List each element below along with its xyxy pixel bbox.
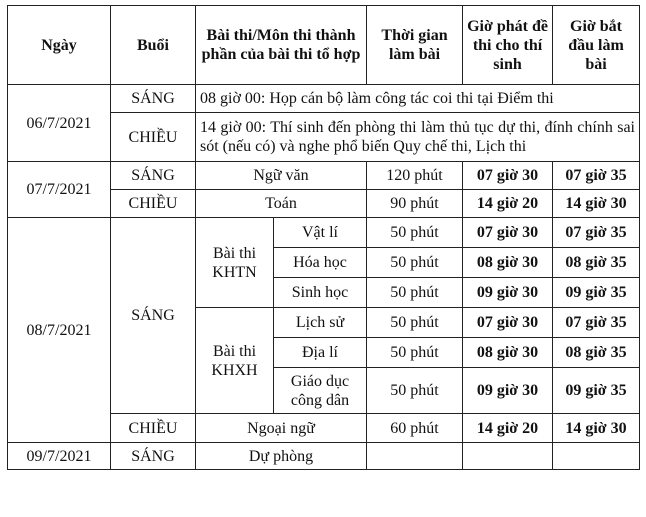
- header-duration: Thời gian làm bài: [367, 6, 463, 85]
- start-time-cell: 09 giờ 35: [553, 368, 640, 414]
- start-time-cell: 08 giờ 35: [553, 338, 640, 368]
- session-cell: SÁNG: [111, 162, 196, 190]
- start-time-cell: 07 giờ 35: [553, 162, 640, 190]
- duration-cell: 50 phút: [367, 218, 463, 248]
- subject-cell: Vật lí: [274, 218, 367, 248]
- hand-out-time-cell: 09 giờ 30: [463, 368, 553, 414]
- date-cell: 09/7/2021: [8, 443, 111, 470]
- session-cell: SÁNG: [111, 218, 196, 414]
- subject-cell: Địa lí: [274, 338, 367, 368]
- header-subject: Bài thi/Môn thi thành phần của bài thi tổ hợp: [196, 6, 367, 85]
- header-row: [8, 6, 640, 85]
- table-row: [8, 85, 640, 113]
- session-cell: CHIỀU: [111, 113, 196, 162]
- hand-out-time-cell: [463, 443, 553, 470]
- header-day: Ngày: [8, 6, 111, 85]
- hand-out-time-cell: 07 giờ 30: [463, 162, 553, 190]
- session-cell: CHIỀU: [111, 414, 196, 443]
- duration-cell: [367, 443, 463, 470]
- hand-out-time-cell: 14 giờ 20: [463, 414, 553, 443]
- session-cell: SÁNG: [111, 85, 196, 113]
- subject-cell: Sinh học: [274, 278, 367, 308]
- schedule-note: 08 giờ 00: Họp cán bộ làm công tác coi thi tại Điểm thi: [196, 85, 640, 113]
- session-cell: CHIỀU: [111, 190, 196, 218]
- hand-out-time-cell: 14 giờ 20: [463, 190, 553, 218]
- subject-cell: Giáo dục công dân: [274, 368, 367, 414]
- duration-cell: 120 phút: [367, 162, 463, 190]
- exam-schedule-container: [7, 5, 640, 470]
- duration-cell: 90 phút: [367, 190, 463, 218]
- hand-out-time-cell: 09 giờ 30: [463, 278, 553, 308]
- subject-cell: Toán: [196, 190, 367, 218]
- table-row: [8, 443, 640, 470]
- subject-cell: Dự phòng: [196, 443, 367, 470]
- date-cell: 07/7/2021: [8, 162, 111, 218]
- group-label-khtn: Bài thi KHTN: [196, 218, 274, 308]
- hand-out-time-cell: 08 giờ 30: [463, 248, 553, 278]
- duration-cell: 50 phút: [367, 368, 463, 414]
- subject-cell: Hóa học: [274, 248, 367, 278]
- subject-cell: Ngoại ngữ: [196, 414, 367, 443]
- hand-out-time-cell: 08 giờ 30: [463, 338, 553, 368]
- start-time-cell: 07 giờ 35: [553, 218, 640, 248]
- table-row: [8, 218, 640, 248]
- table-row: [8, 162, 640, 190]
- session-cell: SÁNG: [111, 443, 196, 470]
- duration-cell: 50 phút: [367, 308, 463, 338]
- start-time-cell: 09 giờ 35: [553, 278, 640, 308]
- subject-cell: Lịch sử: [274, 308, 367, 338]
- start-time-cell: [553, 443, 640, 470]
- duration-cell: 60 phút: [367, 414, 463, 443]
- duration-cell: 50 phút: [367, 278, 463, 308]
- group-label-khxh: Bài thi KHXH: [196, 308, 274, 414]
- header-session: Buổi: [111, 6, 196, 85]
- subject-cell: Ngữ văn: [196, 162, 367, 190]
- start-time-cell: 07 giờ 35: [553, 308, 640, 338]
- duration-cell: 50 phút: [367, 338, 463, 368]
- hand-out-time-cell: 07 giờ 30: [463, 308, 553, 338]
- header-hand-out-time: Giờ phát đề thi cho thí sinh: [463, 6, 553, 85]
- start-time-cell: 14 giờ 30: [553, 414, 640, 443]
- start-time-cell: 14 giờ 30: [553, 190, 640, 218]
- date-cell: 08/7/2021: [8, 218, 111, 443]
- schedule-note: 14 giờ 00: Thí sinh đến phòng thi làm thủ tục dự thi, đính chính sai sót (nếu có) và nghe phổ biến Quy chế thi, Lịch thi: [196, 113, 640, 162]
- header-start-time: Giờ bắt đầu làm bài: [553, 6, 640, 85]
- date-cell: 06/7/2021: [8, 85, 111, 162]
- exam-schedule-table: [7, 5, 640, 470]
- duration-cell: 50 phút: [367, 248, 463, 278]
- start-time-cell: 08 giờ 35: [553, 248, 640, 278]
- hand-out-time-cell: 07 giờ 30: [463, 218, 553, 248]
